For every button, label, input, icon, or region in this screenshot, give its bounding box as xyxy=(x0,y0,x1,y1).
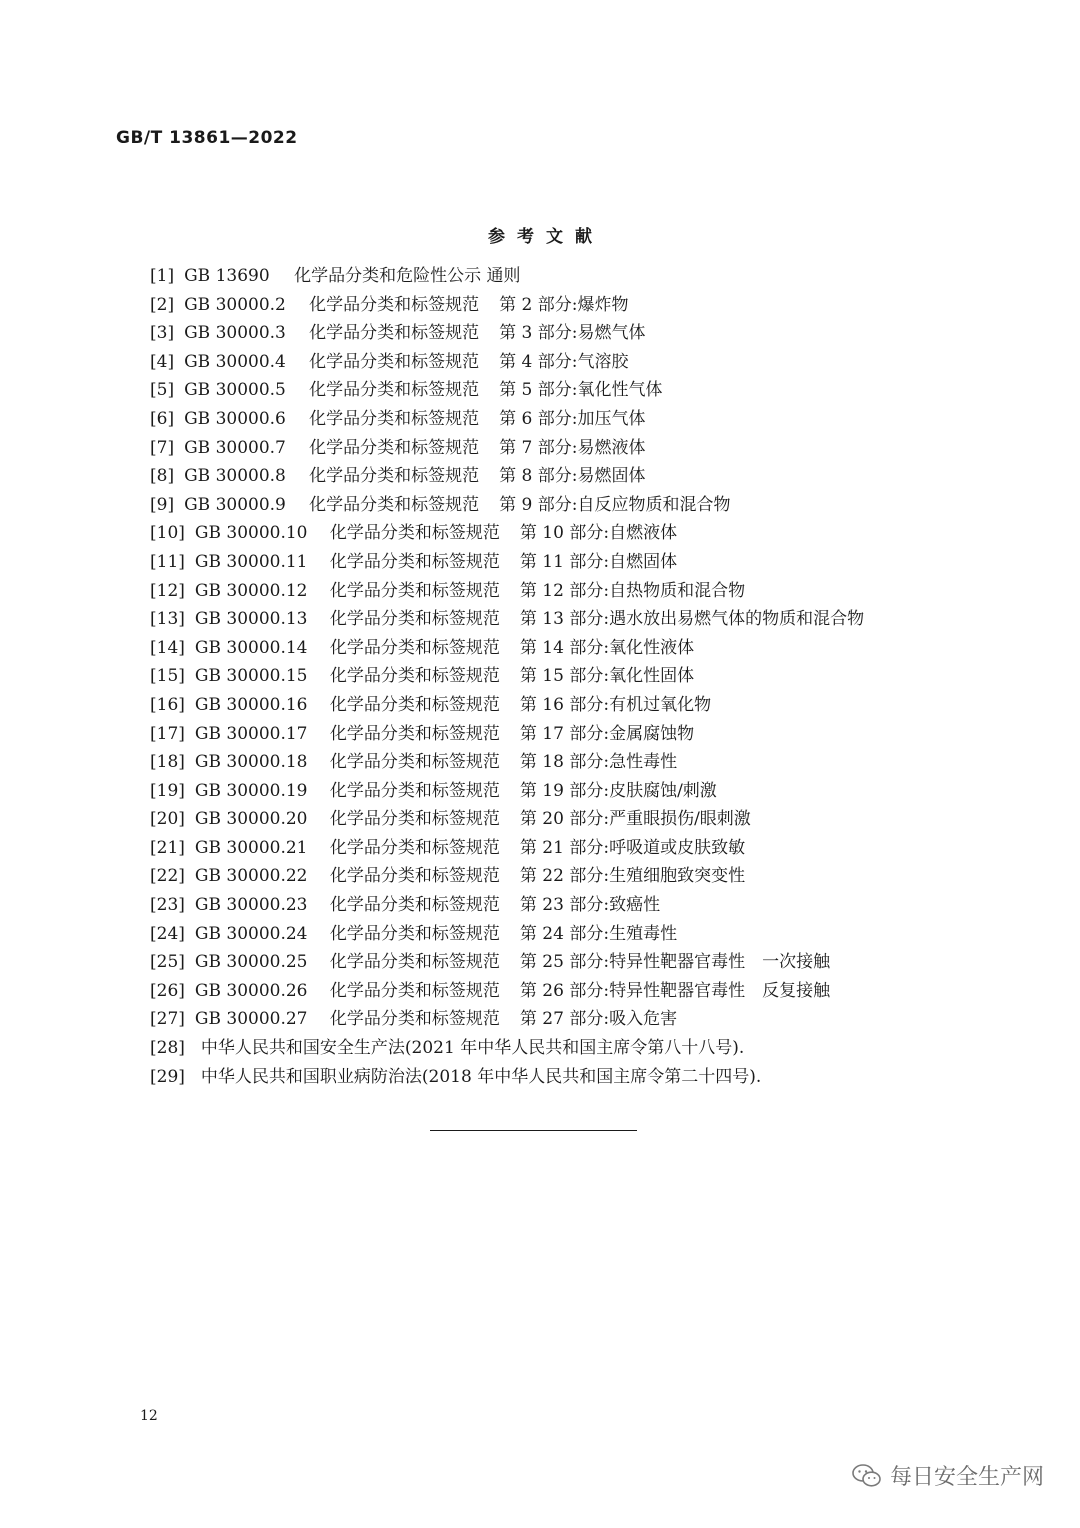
reference-item xyxy=(150,777,864,806)
reference-code: GB 30000.3 xyxy=(184,323,286,344)
reference-title: 化学品分类和标签规范 xyxy=(329,1009,500,1030)
reference-title: 化学品分类和标签规范 xyxy=(329,523,500,544)
reference-law-text: 中华人民共和国安全生产法(2021 年中华人民共和国主席令第八十八号). xyxy=(200,1038,745,1059)
reference-item xyxy=(150,1034,864,1063)
reference-code: GB 30000.19 xyxy=(194,780,308,801)
reference-part: 第 16 部分:有机过氧化物 xyxy=(519,694,712,715)
reference-number: [22] xyxy=(150,866,185,887)
reference-item xyxy=(150,862,864,891)
reference-part: 第 2 部分:爆炸物 xyxy=(499,294,629,315)
reference-number: [23] xyxy=(150,895,185,916)
reference-part: 第 5 部分:氧化性气体 xyxy=(499,380,663,401)
reference-part: 第 19 部分:皮肤腐蚀/刺激 xyxy=(519,780,717,801)
reference-part: 第 11 部分:自燃固体 xyxy=(519,551,678,572)
reference-title: 化学品分类和标签规范 xyxy=(329,866,500,887)
reference-item xyxy=(150,834,864,863)
reference-number: [6] xyxy=(150,408,175,429)
reference-part: 第 12 部分:自热物质和混合物 xyxy=(519,580,746,601)
reference-item xyxy=(150,291,864,320)
reference-code: GB 30000.4 xyxy=(184,351,286,372)
reference-number: [14] xyxy=(150,637,185,658)
reference-title: 化学品分类和标签规范 xyxy=(309,351,480,372)
reference-item xyxy=(150,977,864,1006)
reference-code: GB 30000.2 xyxy=(184,294,286,315)
reference-number: [19] xyxy=(150,780,185,801)
reference-item xyxy=(150,577,864,606)
reference-title: 化学品分类和标签规范 xyxy=(309,466,480,487)
reference-item xyxy=(150,1063,864,1092)
reference-part: 第 25 部分:特异性靶器官毒性 一次接触 xyxy=(519,952,831,973)
reference-part: 第 15 部分:氧化性固体 xyxy=(519,666,695,687)
reference-part: 第 3 部分:易燃气体 xyxy=(499,323,646,344)
reference-number: [28] xyxy=(150,1038,185,1059)
reference-code: GB 30000.6 xyxy=(184,408,286,429)
reference-item xyxy=(150,376,864,405)
reference-title: 化学品分类和标签规范 xyxy=(329,895,500,916)
reference-code: GB 30000.11 xyxy=(194,551,308,572)
watermark xyxy=(852,1460,1044,1491)
reference-title: 化学品分类和标签规范 xyxy=(329,666,500,687)
reference-title: 化学品分类和危险性公示 通则 xyxy=(294,266,521,286)
reference-number: [24] xyxy=(150,923,185,944)
end-rule xyxy=(430,1130,637,1131)
reference-code: GB 30000.22 xyxy=(194,866,308,887)
reference-number: [7] xyxy=(150,437,175,458)
reference-item xyxy=(150,548,864,577)
reference-code: GB 30000.27 xyxy=(194,1009,308,1030)
reference-title: 化学品分类和标签规范 xyxy=(309,380,480,401)
reference-item xyxy=(150,605,864,634)
reference-title: 化学品分类和标签规范 xyxy=(329,723,500,744)
reference-item xyxy=(150,662,864,691)
reference-number: [27] xyxy=(150,1009,185,1030)
reference-part: 第 27 部分:吸入危害 xyxy=(519,1009,678,1030)
reference-code: GB 30000.26 xyxy=(194,980,308,1001)
reference-item xyxy=(150,262,864,291)
reference-item xyxy=(150,405,864,434)
watermark-text: 每日安全生产网 xyxy=(889,1465,1044,1490)
reference-list xyxy=(150,262,864,1091)
reference-title: 化学品分类和标签规范 xyxy=(329,980,500,1001)
reference-title: 化学品分类和标签规范 xyxy=(329,580,500,601)
reference-number: [10] xyxy=(150,523,185,544)
reference-number: [17] xyxy=(150,723,185,744)
reference-title: 化学品分类和标签规范 xyxy=(309,408,480,429)
reference-item xyxy=(150,891,864,920)
reference-part: 第 17 部分:金属腐蚀物 xyxy=(519,723,695,744)
reference-item xyxy=(150,519,864,548)
reference-number: [9] xyxy=(150,494,175,515)
reference-part: 第 13 部分:遇水放出易燃气体的物质和混合物 xyxy=(519,609,865,630)
reference-title: 化学品分类和标签规范 xyxy=(329,637,500,658)
reference-code: GB 30000.16 xyxy=(194,694,308,715)
reference-code: GB 13690 xyxy=(184,266,270,286)
reference-number: [8] xyxy=(150,466,175,487)
reference-number: [12] xyxy=(150,580,185,601)
reference-number: [15] xyxy=(150,666,185,687)
reference-part: 第 14 部分:氧化性液体 xyxy=(519,637,695,658)
page-number: 12 xyxy=(140,1408,158,1424)
reference-title: 化学品分类和标签规范 xyxy=(329,609,500,630)
reference-title: 化学品分类和标签规范 xyxy=(329,780,500,801)
standard-code: GB/T 13861—2022 xyxy=(116,128,298,148)
reference-code: GB 30000.24 xyxy=(194,923,308,944)
reference-item xyxy=(150,348,864,377)
reference-code: GB 30000.5 xyxy=(184,380,286,401)
reference-number: [13] xyxy=(150,609,185,630)
reference-code: GB 30000.15 xyxy=(194,666,308,687)
reference-part: 第 7 部分:易燃液体 xyxy=(499,437,646,458)
reference-number: [5] xyxy=(150,380,175,401)
reference-part: 第 10 部分:自燃液体 xyxy=(519,523,678,544)
reference-part: 第 21 部分:呼吸道或皮肤致敏 xyxy=(519,837,746,858)
reference-number: [3] xyxy=(150,323,175,344)
reference-number: [11] xyxy=(150,551,185,572)
reference-code: GB 30000.13 xyxy=(194,609,308,630)
reference-code: GB 30000.9 xyxy=(184,494,286,515)
reference-code: GB 30000.18 xyxy=(194,752,308,773)
reference-number: [25] xyxy=(150,952,185,973)
reference-part: 第 23 部分:致癌性 xyxy=(519,895,661,916)
reference-number: [29] xyxy=(150,1066,185,1087)
reference-item xyxy=(150,1005,864,1034)
reference-number: [20] xyxy=(150,809,185,830)
reference-law-text: 中华人民共和国职业病防治法(2018 年中华人民共和国主席令第二十四号). xyxy=(200,1066,762,1087)
reference-code: GB 30000.14 xyxy=(194,637,308,658)
reference-title: 化学品分类和标签规范 xyxy=(309,294,480,315)
reference-code: GB 30000.8 xyxy=(184,466,286,487)
reference-code: GB 30000.25 xyxy=(194,952,308,973)
reference-number: [16] xyxy=(150,694,185,715)
reference-part: 第 24 部分:生殖毒性 xyxy=(519,923,678,944)
reference-item xyxy=(150,805,864,834)
reference-code: GB 30000.7 xyxy=(184,437,286,458)
reference-part: 第 9 部分:自反应物质和混合物 xyxy=(499,494,731,515)
reference-part: 第 18 部分:急性毒性 xyxy=(519,752,678,773)
reference-code: GB 30000.21 xyxy=(194,837,308,858)
reference-title: 化学品分类和标签规范 xyxy=(329,837,500,858)
reference-item xyxy=(150,462,864,491)
reference-item xyxy=(150,634,864,663)
reference-code: GB 30000.23 xyxy=(194,895,308,916)
reference-part: 第 4 部分:气溶胶 xyxy=(499,351,629,372)
reference-title: 化学品分类和标签规范 xyxy=(329,694,500,715)
reference-number: [18] xyxy=(150,752,185,773)
reference-item xyxy=(150,319,864,348)
reference-part: 第 8 部分:易燃固体 xyxy=(499,466,646,487)
reference-part: 第 26 部分:特异性靶器官毒性 反复接触 xyxy=(519,980,831,1001)
reference-title: 化学品分类和标签规范 xyxy=(329,809,500,830)
reference-title: 化学品分类和标签规范 xyxy=(329,551,500,572)
reference-item xyxy=(150,920,864,949)
reference-item xyxy=(150,434,864,463)
reference-title: 化学品分类和标签规范 xyxy=(309,494,480,515)
reference-code: GB 30000.12 xyxy=(194,580,308,601)
reference-item xyxy=(150,948,864,977)
section-title: 参考文献 xyxy=(488,227,604,247)
reference-number: [26] xyxy=(150,980,185,1001)
reference-item xyxy=(150,720,864,749)
reference-code: GB 30000.17 xyxy=(194,723,308,744)
reference-part: 第 20 部分:严重眼损伤/眼刺激 xyxy=(519,809,751,830)
wechat-icon xyxy=(852,1463,882,1489)
reference-title: 化学品分类和标签规范 xyxy=(309,437,480,458)
reference-item xyxy=(150,491,864,520)
reference-number: [21] xyxy=(150,837,185,858)
reference-part: 第 6 部分:加压气体 xyxy=(499,408,646,429)
reference-title: 化学品分类和标签规范 xyxy=(329,952,500,973)
reference-title: 化学品分类和标签规范 xyxy=(329,923,500,944)
reference-number: [2] xyxy=(150,294,175,315)
reference-item xyxy=(150,748,864,777)
reference-title: 化学品分类和标签规范 xyxy=(309,323,480,344)
reference-number: [4] xyxy=(150,351,175,372)
reference-part: 第 22 部分:生殖细胞致突变性 xyxy=(519,866,746,887)
reference-item xyxy=(150,691,864,720)
reference-title: 化学品分类和标签规范 xyxy=(329,752,500,773)
reference-number: [1] xyxy=(150,266,175,286)
reference-code: GB 30000.10 xyxy=(194,523,308,544)
reference-code: GB 30000.20 xyxy=(194,809,308,830)
